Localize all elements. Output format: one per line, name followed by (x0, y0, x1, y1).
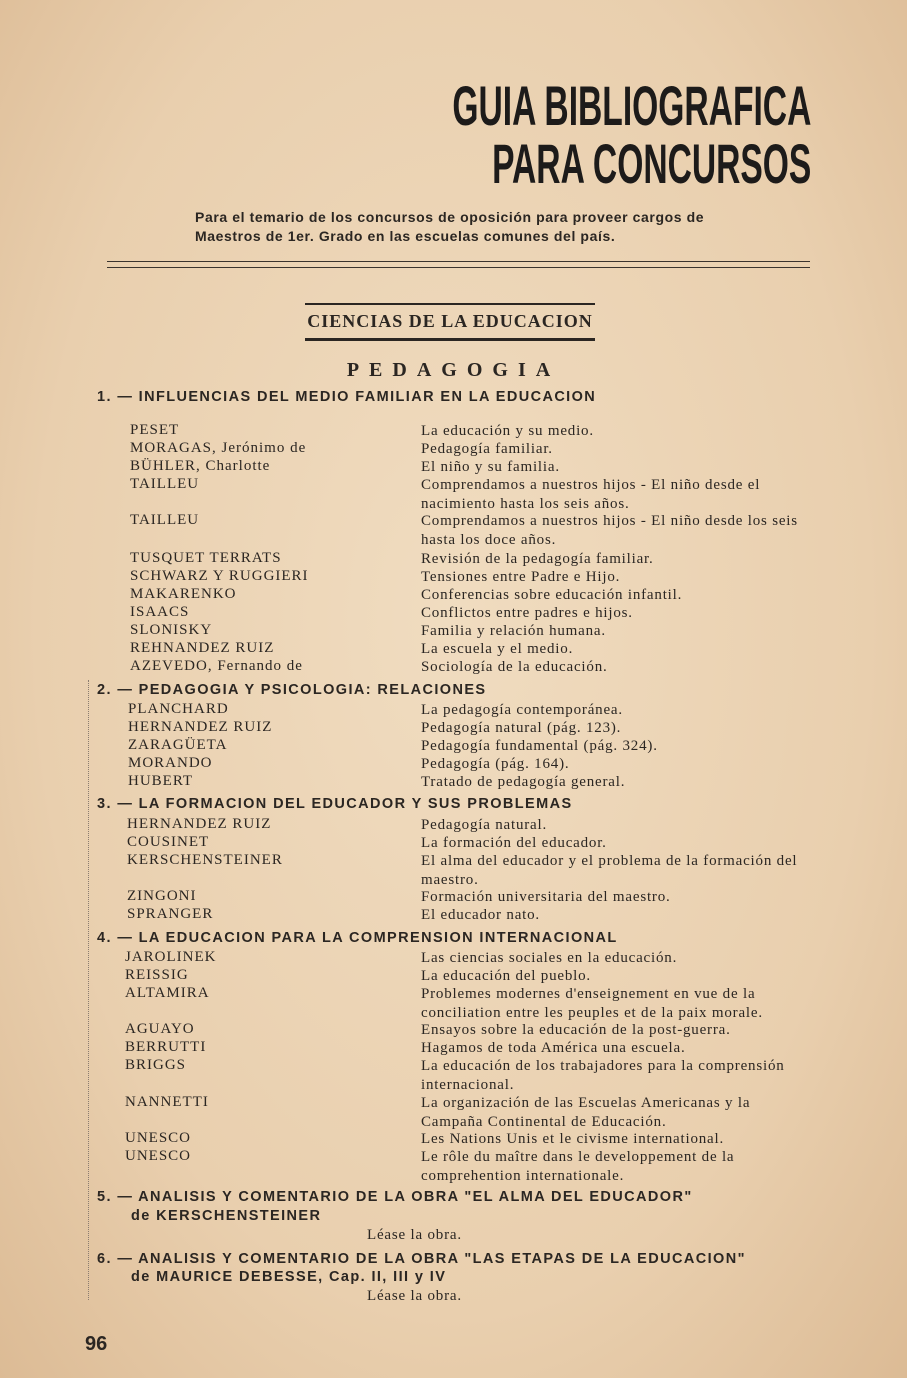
work-title: Tensiones entre Padre e Hijo. (421, 569, 621, 585)
page-title (213, 74, 811, 195)
work-title: Conflictos entre padres e hijos. (421, 605, 633, 621)
heading-1: 1. — INFLUENCIAS DEL MEDIO FAMILIAR EN LA EDUCACION (97, 389, 597, 405)
work-title: Le rôle du maître dans le developpement de la comprehention internationale. (421, 1149, 735, 1184)
heading-2: 2. — PEDAGOGIA Y PSICOLOGIA: RELACIONES (97, 682, 487, 698)
work-title: La educación y su medio. (421, 423, 594, 439)
work-title: El niño y su familia. (421, 459, 560, 475)
title-line-1: GUIA BIBLIOGRAFICA (451, 74, 811, 137)
work-title: Problemes modernes d'enseignement en vue de la conciliation entre les peuples et de la paix morale. (421, 986, 763, 1021)
work-title: La escuela y el medio. (421, 641, 574, 657)
author: AZEVEDO, Fernando de (130, 658, 303, 674)
work-title: Les Nations Unis et le civisme international. (421, 1131, 725, 1147)
section-title: CIENCIAS DE LA EDUCACION (305, 303, 595, 341)
work-title: Hagamos de toda América una escuela. (421, 1040, 686, 1056)
margin-mark (88, 680, 89, 1300)
author: PESET (130, 422, 180, 438)
author: COUSINET (127, 834, 210, 850)
author: UNESCO (125, 1148, 192, 1164)
author: KERSCHENSTEINER (127, 852, 283, 868)
author: NANNETTI (125, 1094, 209, 1110)
work-title: Pedagogía (pág. 164). (421, 756, 570, 772)
heading-5-author: de KERSCHENSTEINER (131, 1208, 322, 1224)
author: ZINGONI (127, 888, 197, 904)
author: UNESCO (125, 1130, 192, 1146)
work-title: El alma del educador y el problema de la formación del maestro. (421, 853, 798, 888)
heading-4: 4. — LA EDUCACION PARA LA COMPRENSION INTERNACIONAL (97, 930, 618, 946)
subtitle: Para el temario de los concursos de oposición para proveer cargos de Maestros de 1er. Grado en las escuelas comunes del país. (195, 209, 705, 244)
subject-title: PEDAGOGIA (346, 359, 561, 381)
reading-note: Léase la obra. (367, 1288, 462, 1304)
author: JAROLINEK (125, 949, 217, 965)
work-title: Pedagogía natural (pág. 123). (421, 720, 622, 736)
work-title: Sociología de la educación. (421, 659, 608, 675)
work-title: La educación del pueblo. (421, 968, 591, 984)
work-title: Comprendamos a nuestros hijos - El niño desde el nacimiento hasta los seis años. (421, 477, 761, 512)
work-title: Formación universitaria del maestro. (421, 889, 671, 905)
work-title: Pedagogía fundamental (pág. 324). (421, 738, 658, 754)
author: REHNANDEZ RUIZ (130, 640, 275, 656)
author: SPRANGER (127, 906, 214, 922)
author: BÜHLER, Charlotte (130, 458, 271, 474)
heading-3: 3. — LA FORMACION DEL EDUCADOR Y SUS PROBLEMAS (97, 796, 573, 812)
author: MAKARENKO (130, 586, 237, 602)
author: REISSIG (125, 967, 189, 983)
work-title: La formación del educador. (421, 835, 607, 851)
author: HERNANDEZ RUIZ (128, 719, 273, 735)
author: AGUAYO (125, 1021, 195, 1037)
work-title: Las ciencias sociales en la educación. (421, 950, 678, 966)
author: TAILLEU (130, 512, 200, 528)
author: BRIGGS (125, 1057, 187, 1073)
work-title: Tratado de pedagogía general. (421, 774, 626, 790)
heading-5: 5. — ANALISIS Y COMENTARIO DE LA OBRA "EL ALMA DEL EDUCADOR" (97, 1189, 693, 1205)
work-title: La organización de las Escuelas Americanas y la Campaña Continental de Educación. (421, 1095, 751, 1130)
work-title: Comprendamos a nuestros hijos - El niño desde los seis hasta los doce años. (421, 513, 798, 548)
work-title: Revisión de la pedagogía familiar. (421, 551, 654, 567)
page-number: 96 (85, 1333, 108, 1355)
author: ISAACS (130, 604, 190, 620)
author: MORANDO (128, 755, 213, 771)
author: BERRUTTI (125, 1039, 207, 1055)
divider (107, 261, 810, 268)
work-title: El educador nato. (421, 907, 540, 923)
author: HERNANDEZ RUIZ (127, 816, 272, 832)
author: TUSQUET TERRATS (130, 550, 282, 566)
title-line-2: PARA CONCURSOS (491, 132, 811, 195)
author: ZARAGÜETA (128, 737, 228, 753)
author: TAILLEU (130, 476, 200, 492)
heading-6: 6. — ANALISIS Y COMENTARIO DE LA OBRA "LAS ETAPAS DE LA EDUCACION" (97, 1251, 746, 1267)
author: SCHWARZ Y RUGGIERI (130, 568, 309, 584)
work-title: Familia y relación humana. (421, 623, 606, 639)
work-title: Pedagogía familiar. (421, 441, 553, 457)
author: PLANCHARD (128, 701, 229, 717)
work-title: Conferencias sobre educación infantil. (421, 587, 683, 603)
work-title: La educación de los trabajadores para la comprensión internacional. (421, 1058, 785, 1093)
work-title: La pedagogía contemporánea. (421, 702, 623, 718)
author: MORAGAS, Jerónimo de (130, 440, 307, 456)
work-title: Ensayos sobre la educación de la post-guerra. (421, 1022, 731, 1038)
author: SLONISKY (130, 622, 213, 638)
work-title: Pedagogía natural. (421, 817, 548, 833)
author: ALTAMIRA (125, 985, 210, 1001)
reading-note: Léase la obra. (367, 1227, 462, 1243)
author: HUBERT (128, 773, 194, 789)
heading-6-author: de MAURICE DEBESSE, Cap. II, III y IV (131, 1269, 447, 1285)
